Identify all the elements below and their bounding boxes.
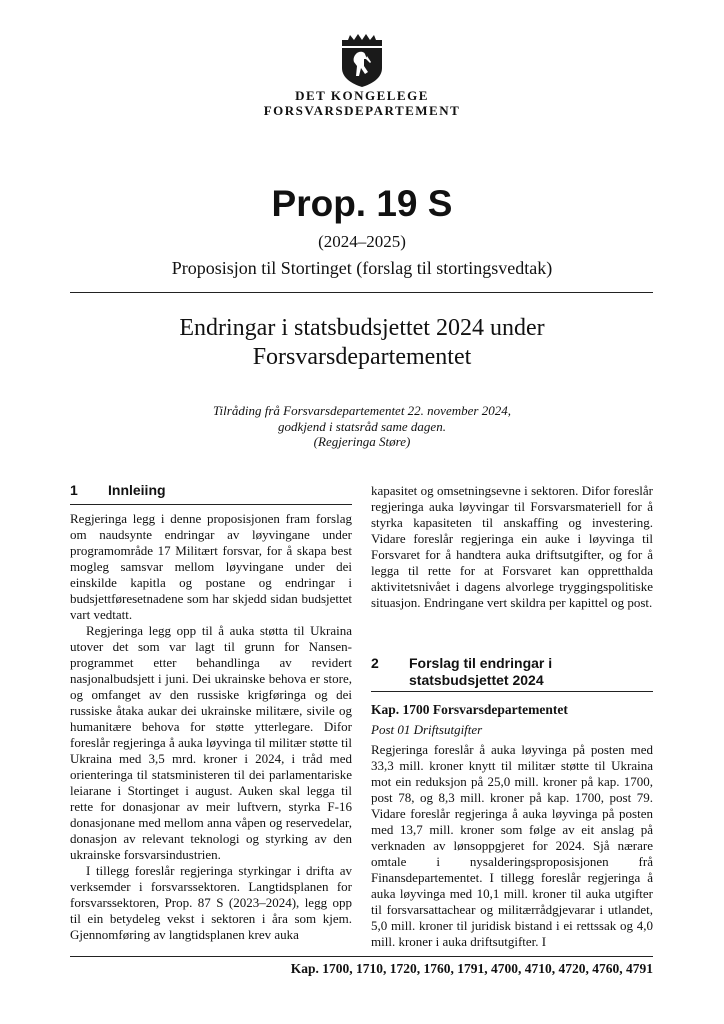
document-title <box>0 314 724 372</box>
section-1-paragraph-1: Regjeringa legg i denne proposisjonen fram forslag om naudsynte endringar av løyvingane under programområde 17 Militært forsvar, for å skapa best mogleg samsvar mellom løyvingane under dei einskilde kapitla og postane og endringar i budsjettføresetnadene som har skjedd sidan budsjettet vart vedtatt. <box>70 511 352 622</box>
department-name-line2: FORSVARSDEPARTEMENT <box>263 103 461 118</box>
section-1-number: 1 <box>70 482 78 498</box>
approval-line3: (Regjeringa Støre) <box>313 434 411 449</box>
approval-note <box>0 403 724 450</box>
session-years: (2024–2025) <box>318 232 406 251</box>
section-1-title: Innleiing <box>108 482 166 498</box>
logo <box>0 32 724 93</box>
section-1-paragraph-3-continued: kapasitet og omsetningsevne i sektoren. Difor foreslår regjeringa auka løyvingar til Forsvarsmateriell for å styrka kapasiteten til anskaffing og investering. Vidare foreslår regjeringa ein auke i løyvinga til Forsvaret for å handtera auka driftsutgifter, og for å legga til rette for at Forsvaret kan oppretthalda aktivitetsnivået i dagens alvorlege tryggingspolitiske situasjon. Endringane vert skildra per kapittel og post. <box>371 483 653 610</box>
title-divider <box>70 292 653 293</box>
section-2-title-line2: statsbudsjettet 2024 <box>409 672 544 688</box>
approval-line1: Tilråding frå Forsvarsdepartementet 22. november 2024, <box>213 403 511 418</box>
proposition-number: Prop. 19 S <box>271 183 453 224</box>
post-heading: Post 01 Driftsutgifter <box>371 722 483 737</box>
right-column-bottom <box>371 742 653 950</box>
chapter-heading: Kap. 1700 Forsvarsdepartementet <box>371 702 568 717</box>
document-title-line1: Endringar i statsbudsjettet 2024 under <box>179 315 545 341</box>
department-name-line1: DET KONGELEGE <box>295 88 429 103</box>
chapter-list-footer: Kap. 1700, 1710, 1720, 1760, 1791, 4700, 4710, 4720, 4760, 4791 <box>290 961 653 976</box>
right-column-top <box>371 483 653 611</box>
section-1-heading <box>70 482 352 505</box>
section-2-title <box>409 655 552 689</box>
section-2-heading <box>371 655 653 692</box>
section-1-paragraph-3: I tillegg foreslår regjeringa styrkingar i drifta av verksemder i forsvarssektoren. Langtidsplanen for forsvarssektoren, Prop. 87 S (2023–2024), legg opp til ein betydeleg vekst i sektoren i åra som kjem. Gjennomføring av langtidsplanen krev auka <box>70 863 352 942</box>
section-2-paragraph-1: Regjeringa foreslår å auka løyvinga på posten med 33,3 mill. kroner knytt til militær støtte til Ukraina mot ein reduksjon på 25,0 mill. kroner på kap. 1700, post 78, og 8,3 mill. kroner på kap. 1700, post 79. Vidare foreslår regjeringa å auka løyvinga på posten med 13,7 mill. kroner som følge av eit anslag på verknaden av lønsoppgjeret for 2024. Sjå nærare omtale i nysalderingsproposisjonen frå Finansdepartementet. I tillegg foreslår regjeringa å auka løyvinga med 10,1 mill. kroner til auka utgifter til forsvarsattachear og militærrådgjevarar i utlandet, 5,0 mill. kroner til juridisk bistand i ei rettssak og 4,0 mill. kroner i auka driftsutgifter. I <box>371 742 653 949</box>
section-2-number: 2 <box>371 655 379 671</box>
norwegian-coat-of-arms-icon <box>338 32 386 88</box>
section-1-paragraph-2: Regjeringa legg opp til å auka støtta til Ukraina utover det som var lagt til grunn for Nansen-programmet etter behandlinga av revidert nasjonalbudsjett i juni. Dei ukrainske behova er store, og omfanget av den russiske krigføringa og dei russiske åtaka aukar dei ukrainske militære, sivile og humanitære behova for støtte ytterlegare. Difor foreslår regjeringa å auka løyvinga til militær støtte til Ukraina med 3,5 mrd. kroner i 2024, i tråd med orienteringa til statsministeren til dei parlamentariske leiarane i Stortinget i august. Auken skal legga til rette for donasjonar av meir luftvern, styrka F-16 donasjonane med mellom anna våpen og reservedelar, donasjon av relevant teknologi og styrking av den ukrainske forsvarsindustrien. <box>70 623 352 862</box>
left-column <box>70 511 352 943</box>
proposition-subtitle: Proposisjon til Stortinget (forslag til stortingsvedtak) <box>171 258 553 278</box>
section-2-title-line1: Forslag til endringar i <box>409 655 553 671</box>
approval-line2: godkjend i statsråd same dagen. <box>278 418 446 434</box>
footer-divider <box>70 956 653 957</box>
document-title-line2: Forsvarsdepartementet <box>252 344 472 370</box>
